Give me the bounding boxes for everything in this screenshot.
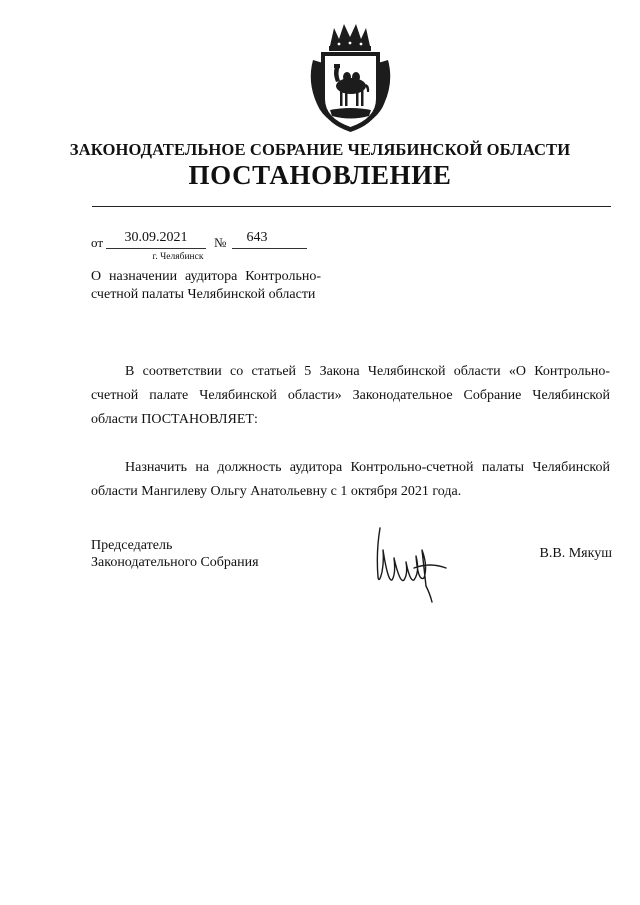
date-label: от [91,235,104,250]
document-subject: О назначении аудитора Контрольно-счетной палаты Челябинской области [91,269,321,302]
organization-title: ЗАКОНОДАТЕЛЬНОЕ СОБРАНИЕ ЧЕЛЯБИНСКОЙ ОБЛАСТИ [69,140,571,159]
header-divider [92,206,611,207]
body-paragraph: Назначить на должность аудитора Контрольно-счетной палаты Челябинской области Мангилеву Ольгу Анатольевну с 1 октября 2021 года. [91,460,610,499]
coat-of-arms-icon [303,22,398,137]
city-label: г. Челябинск [152,252,204,262]
document-number: 643 [246,230,268,245]
signatory-title-line: Председатель [91,538,173,553]
handwritten-signature-icon [370,522,456,606]
number-label: № [214,235,227,250]
document-type: ПОСТАНОВЛЕНИЕ [188,160,452,190]
body-paragraph: В соответствии со статьей 5 Закона Челябинской области «О Контрольно-счетной палате Челябинской области» Законодательное Собрание Челябинской области ПОСТАНОВЛЯЕТ: [91,364,610,427]
signatory-title-line: Законодательного Собрания [91,555,259,570]
signatory-name: В.В. Мякуш [539,546,612,561]
number-underline [232,248,307,249]
document-date: 30.09.2021 [124,230,188,245]
signatory-title [91,537,259,571]
date-underline [106,248,206,249]
